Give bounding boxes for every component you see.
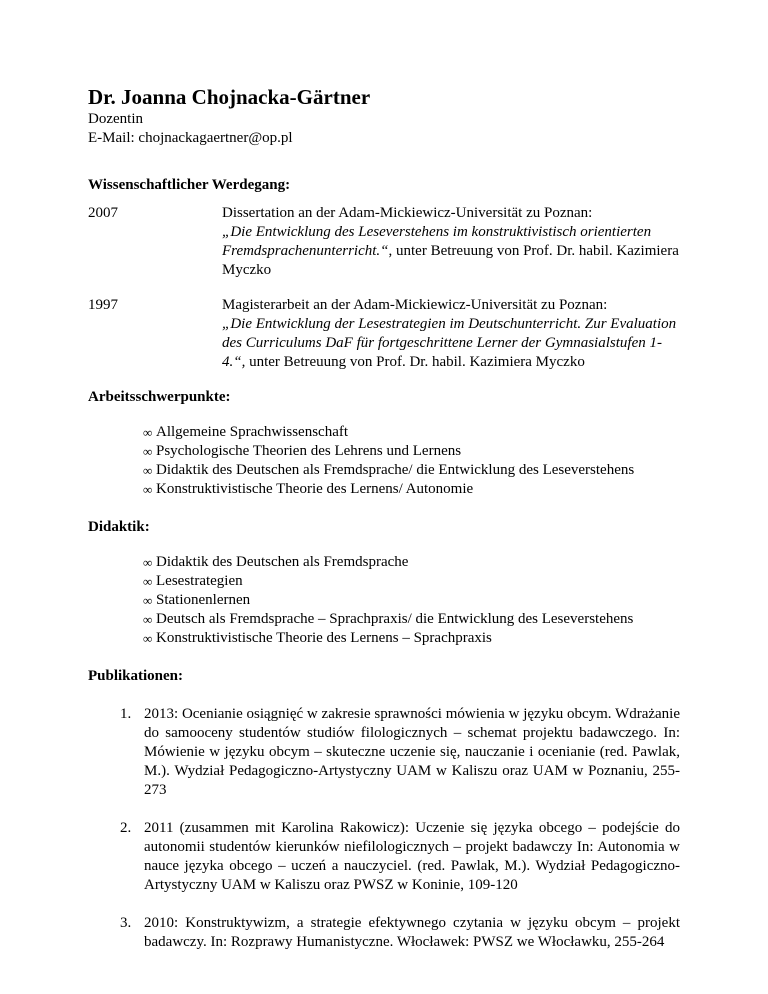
publications-list	[88, 705, 680, 952]
infinity-bullet-icon: ∞	[143, 425, 153, 440]
infinity-bullet-icon: ∞	[143, 593, 153, 608]
infinity-bullet-icon: ∞	[143, 463, 153, 478]
career-year: 2007	[88, 205, 118, 221]
publication-number: 3.	[120, 915, 132, 931]
publication-number: 2.	[120, 820, 132, 836]
list-item: ∞ Konstruktivistische Theorie des Lernens – Sprachpraxis	[143, 630, 492, 646]
list-item: ∞ Didaktik des Deutschen als Fremdsprache	[143, 554, 409, 570]
thesis-title: „Die Entwicklung der Lesestrategien im Deutschunterricht. Zur Evaluation des Curriculums DaF für fortgeschrittene Lerner der Gymnasialstufen 1-4.“,	[222, 316, 677, 370]
thesis-title: „Die Entwicklung des Leseverstehens im konstruktivistisch orientierten Fremdsprachenunterricht.“	[222, 224, 652, 259]
document-page	[88, 84, 680, 971]
career-year: 1997	[88, 297, 118, 313]
infinity-bullet-icon: ∞	[143, 631, 153, 646]
infinity-bullet-icon: ∞	[143, 444, 153, 459]
author-email: E-Mail: chojnackagaertner@op.pl	[88, 130, 293, 146]
publication-text: 2010: Konstruktywizm, a strategie efektywnego czytania w języku obcym – projekt badawczy. In: Rozprawy Humanistyczne. Włocławek: PWSZ we Włocławku, 255-264	[144, 915, 680, 950]
publication-text: 2011 (zusammen mit Karolina Rakowicz): Uczenie się języka obcego – podejście do autonomii studentów kierunków niefilologicznych – projekt badawczy In: Autonomia w nauce języka obcego – uczeń a nauczyciel. (red. Pawlak, M.). Wydział Pedagogiczno-Artystyczny UAM w Kaliszu oraz PWSZ w Koninie, 109-120	[144, 820, 680, 893]
focus-heading: Arbeitsschwerpunkte:	[88, 389, 231, 405]
career-entry	[88, 204, 680, 280]
publication-item	[120, 705, 680, 800]
career-intro: Dissertation an der Adam-Mickiewicz-Universität zu Poznan:	[222, 205, 593, 221]
infinity-bullet-icon: ∞	[143, 612, 153, 627]
didactics-list	[88, 553, 680, 648]
publication-item	[120, 819, 680, 895]
author-role: Dozentin	[88, 111, 143, 127]
list-item: ∞ Allgemeine Sprachwissenschaft	[143, 424, 349, 440]
focus-list	[88, 423, 680, 499]
list-item: ∞ Deutsch als Fremdsprache – Sprachpraxis/ die Entwicklung des Leseverstehens	[143, 611, 634, 627]
author-name: Dr. Joanna Chojnacka-Gärtner	[88, 85, 371, 109]
didactics-heading: Didaktik:	[88, 519, 150, 535]
career-heading: Wissenschaftlicher Werdegang:	[88, 177, 291, 193]
infinity-bullet-icon: ∞	[143, 482, 153, 497]
career-supervisor: , unter Betreuung von Prof. Dr. habil. Kazimiera Myczko	[222, 243, 679, 278]
career-description	[222, 204, 680, 280]
career-supervisor: unter Betreuung von Prof. Dr. habil. Kazimiera Myczko	[245, 354, 585, 370]
publication-number: 1.	[120, 706, 132, 722]
publications-heading: Publikationen:	[88, 668, 184, 684]
publication-item	[120, 914, 680, 952]
career-list	[88, 204, 680, 372]
publication-text: 2013: Ocenianie osiągnięć w zakresie sprawności mówienia w języku obcym. Wdrażanie do samooceny studentów studiów filologicznych – schemat projektu badawczego. In: Mówienie w języku obcym – skuteczne uczenie się, nauczanie i ocenianie (red. Pawlak, M.). Wydział Pedagogiczno-Artystyczny UAM w Kaliszu oraz UAM w Poznaniu, 255-273	[144, 706, 680, 798]
infinity-bullet-icon: ∞	[143, 555, 153, 570]
list-item: ∞ Didaktik des Deutschen als Fremdsprache/ die Entwicklung des Leseverstehens	[143, 462, 635, 478]
infinity-bullet-icon: ∞	[143, 574, 153, 589]
career-description	[222, 296, 680, 372]
list-item: ∞ Konstruktivistische Theorie des Lernens/ Autonomie	[143, 481, 474, 497]
list-item: ∞ Psychologische Theorien des Lehrens und Lernens	[143, 443, 462, 459]
list-item: ∞ Lesestrategien	[143, 573, 243, 589]
career-entry	[88, 296, 680, 372]
career-intro: Magisterarbeit an der Adam-Mickiewicz-Universität zu Poznan:	[222, 297, 608, 313]
list-item: ∞ Stationenlernen	[143, 592, 251, 608]
